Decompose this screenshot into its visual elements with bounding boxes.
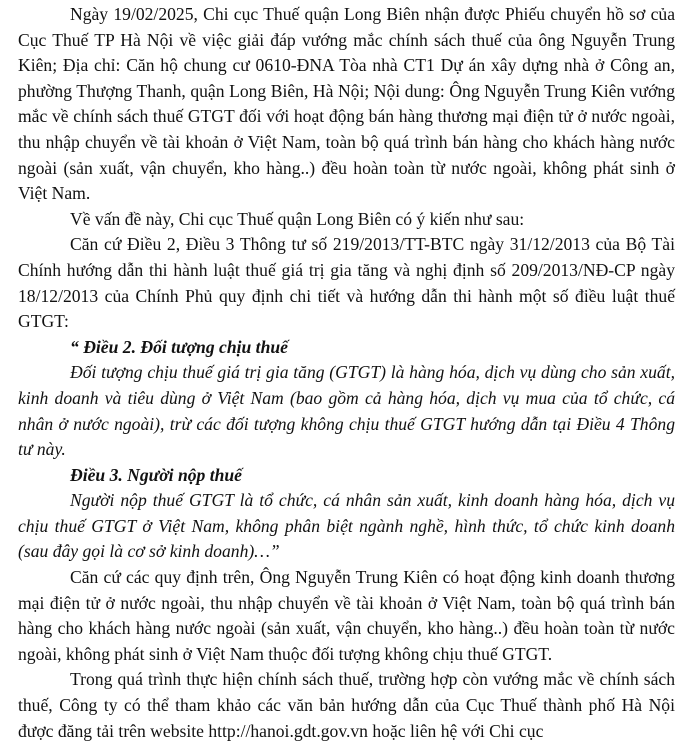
article-2-title: “ Điều 2. Đối tượng chịu thuế — [70, 336, 288, 357]
paragraph-further-guidance: Trong quá trình thực hiện chính sách thuế, trường hợp còn vướng mắc về chính sách thuế, Công ty có thể tham khảo các văn bản hướng dẫn của Cục Thuế thành phố Hà Nội được đăng tải trên website http://hanoi.gdt.gov.vn hoặc liên hệ với Chi cục — [18, 669, 675, 741]
article-3-title: Điều 3. Người nộp thuế — [70, 464, 242, 485]
paragraph-opinion-intro: Về vấn đề này, Chi cục Thuế quận Long Biên có ý kiến như sau: — [70, 208, 525, 229]
paragraph-legal-basis: Căn cứ Điều 2, Điều 3 Thông tư số 219/2013/TT-BTC ngày 31/12/2013 của Bộ Tài Chính hướng dẫn thi hành luật thuế giá trị gia tăng và nghị định số 209/2013/NĐ-CP ngày 18/12/2013 của Chính Phủ quy định chi tiết và hướng dẫn thi hành một số điều luật thuế GTGT: — [18, 234, 675, 332]
article-3-body: Người nộp thuế GTGT là tổ chức, cá nhân sản xuất, kinh doanh hàng hóa, dịch vụ chịu thuế GTGT ở Việt Nam, không phân biệt ngành nghề, hình thức, tổ chức kinh doanh (sau đây gọi là cơ sở kinh doanh)…” — [18, 490, 675, 562]
paragraph-case-summary: Ngày 19/02/2025, Chi cục Thuế quận Long Biên nhận được Phiếu chuyển hồ sơ của Cục Thuế TP Hà Nội về việc giải đáp vướng mắc chính sách thuế của ông Nguyễn Trung Kiên; Địa chỉ: Căn hộ chung cư 0610-ĐNA Tòa nhà CT1 Dự án xây dựng nhà ở Công an, phường Thượng Thanh, quận Long Biên, Hà Nội; Nội dung: Ông Nguyễn Trung Kiên vướng mắc về chính sách thuế GTGT đối với hoạt động bán hàng thương mại điện tử ở nước ngoài, thu nhập chuyển về tài khoản ở Việt Nam, toàn bộ quá trình bán hàng cho khách hàng nước ngoài (sản xuất, vận chuyển, kho hàng..) đều hoàn toàn từ nước ngoài, không phát sinh ở Việt Nam. — [18, 4, 675, 204]
paragraph-conclusion: Căn cứ các quy định trên, Ông Nguyễn Trung Kiên có hoạt động kinh doanh thương mại điện tử ở nước ngoài, thu nhập chuyển về tài khoản ở Việt Nam, toàn bộ quá trình bán hàng cho khách hàng nước ngoài (sản xuất, vận chuyển, kho hàng..) đều hoàn toàn từ nước ngoài, không phát sinh ở Việt Nam thuộc đối tượng không chịu thuế GTGT. — [18, 567, 675, 664]
article-2-body: Đối tượng chịu thuế giá trị gia tăng (GTGT) là hàng hóa, dịch vụ dùng cho sản xuất, kinh doanh và tiêu dùng ở Việt Nam (bao gồm cả hàng hóa, dịch vụ mua của tổ chức, cá nhân ở nước ngoài), trừ các đối tượng không chịu thuế GTGT hướng dẫn tại Điều 4 Thông tư này. — [18, 362, 675, 460]
